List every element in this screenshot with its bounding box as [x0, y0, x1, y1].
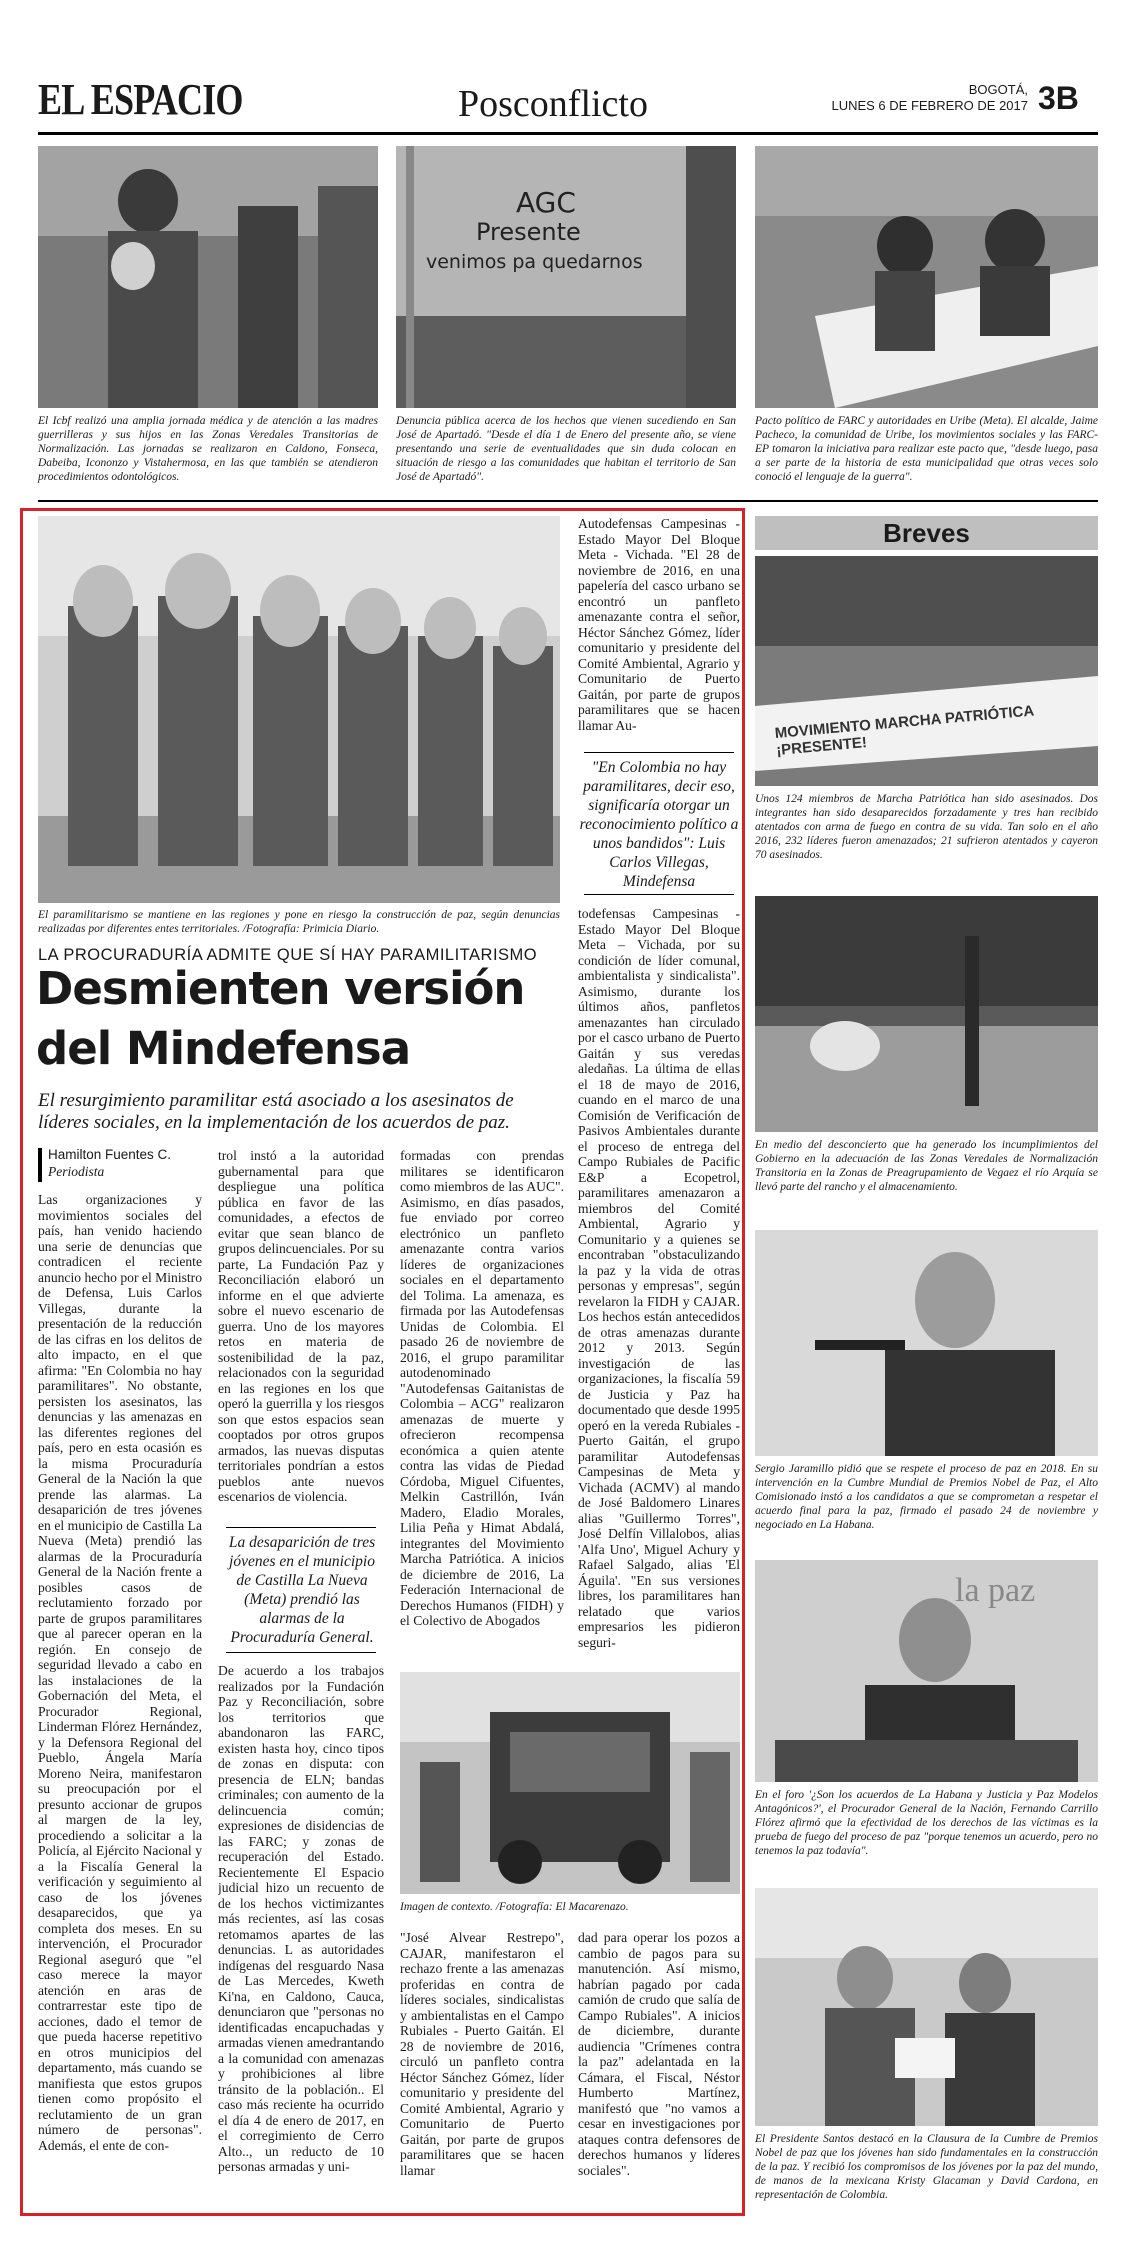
pull-quote-1: La desaparición de tres jóvenes en el municipio de Castilla La Nueva (Meta) prendió las alarmas de la Procuraduría General. — [228, 1534, 376, 1646]
breves-photo-march — [755, 556, 1098, 786]
section-title: Posconflicto — [458, 83, 648, 125]
breves-header — [755, 516, 1098, 550]
truck-photo — [400, 1672, 740, 1894]
top-photo-mother — [38, 146, 378, 408]
article-column-4a: Autodefensas Campesinas - Estado Mayor Del Bloque Meta - Vichada. "El 28 de noviembre de 2016, en una papelería del casco urbano se encontró un panfleto amenazante contra el señor, Héctor Sánchez Gómez, líder comunitario y presidente del Comité Ambiental, Agrario y Comunitario de Puerto Gaitán, por parte de grupos paramilitares que se hacen llamar Au- — [578, 516, 740, 733]
article-column-1: Las organizaciones y movimientos sociales del país, han venido haciendo una serie de denuncias que contradicen el reciente anuncio hecho por el Ministro de Defensa, Luis Carlos Villegas, durante la presentación de la reducción de las cifras en los delitos de alto impacto, en el que afirma: "En Colombia no hay paramilitares". No obstante, persisten los asesinatos, las denuncias y las amenazas en las diferentes regiones del país, pero en esta ocasión es la misma Procuraduría General de la Nación la que prende las alarmas. La desaparición de tres jóvenes en el municipio de Castilla La Nueva (Meta) prendió las alarmas de la Procuraduría General de la Nación frente a posibles casos de reclutamiento forzado por parte de grupos paramilitares que al parecer operan en la región. En consejo de seguridad llevado a cabo en las instalaciones de la Gobernación del Meta, el Procurador Regional, Linderman Flórez Hernández, y la Defensora Regional del Pueblo, Ángela María Moreno Neira, manifestaron su preocupación por el presunto accionar de grupos al margen de la ley, procediendo a solicitar a la Policía, al Ejército Nacional y a la Fiscalía General la verificación y seguimiento al caso de los jóvenes desaparecidos, que ya completa dos meses. En su intervención, el Procurador Regional aseguró que "el caso merece la mayor atención en aras de contrarrestar este tipo de acciones, dado el temor de que pueda hacerse repetitivo en otros municipios del departamento, más cuando se manifiesta que estos grupos tienen como propósito el reclutamiento de un gran número de personas". Además, el ente de con- — [38, 1192, 202, 2153]
breves-photo-carrillo — [755, 1560, 1098, 1782]
top-photo-graffiti — [396, 146, 736, 408]
top-photo-signing-caption: Pacto político de FARC y autoridades en Uribe (Meta). El alcalde, Jaime Pacheco, la comunidad de Uribe, los movimientos sociales y las FARC-EP tomaron la iniciativa para realizar este pacto que, "desde luego, pasa a ser parte de la historia de esta municipalidad que otras veces solo conoció el lenguaje de la guerra". — [755, 415, 1098, 483]
truck-photo-caption: Imagen de contexto. /Fotografía: El Macarenazo. — [400, 1901, 629, 1913]
pull-quote-2-top-rule — [584, 752, 734, 753]
article-column-3b: "José Alvear Restrepo", CAJAR, manifestaron el rechazo frente a las amenazas proferidas en contra de líderes sociales, sindicalistas y ambientalistas en el Campo Rubiales - Puerto Gaitán. El 28 de noviembre de 2016, circuló un panfleto contra Héctor Sánchez Gómez, líder comunitario y presidente del Comité Ambiental, Agrario y Comunitario de Puerto Gaitán, por parte de grupos paramilitares que se hacen llamar — [400, 1930, 564, 2178]
subhead: El resurgimiento paramilitar está asociado a los asesinatos de líderes sociales, en la implementación de los acuerdos de paz. — [38, 1090, 514, 1133]
masthead — [38, 70, 1098, 132]
graffiti-presente: Presente — [476, 218, 581, 246]
top-section-rule — [38, 500, 1098, 502]
newspaper-logo: EL ESPACIO — [38, 75, 243, 124]
kicker: LA PROCURADURÍA ADMITE QUE SÍ HAY PARAMILITARISMO — [38, 946, 538, 964]
breves-photo-santos — [755, 1888, 1098, 2126]
pull-quote-2: "En Colombia no hay paramilitares, decir eso, significaría otorgar un reconocimiento político a unos bandidos": Luis Carlos Villegas, Mindefensa — [579, 759, 739, 890]
graffiti-quedarnos: venimos pa quedarnos — [426, 251, 643, 273]
article-column-4c: dad para operar los pozos a cambio de pagos para su manutención. Así mismo, habrían pagado por cada camión de crudo que salía de Campo Rubiales". A inicios de diciembre, durante audiencia "Crímenes contra la paz" adelantada en la Cámara, el Fiscal, Néstor Humberto Martínez, manifestó que "no vamos a cesar en investigaciones por ataques contra defensores de derechos humanos y líderes sociales". — [578, 1930, 740, 2178]
byline-role: Periodista — [48, 1164, 105, 1179]
top-photo-graffiti-caption: Denuncia pública acerca de los hechos que vienen sucediendo en San José de Apartadó. "Desde el día 1 de Enero del presente año, se viene presentando una serie de eventualidades que sin duda colocan en situación de riesgo a las comunidades que habitan el territorio de San José de Apartadó". — [396, 415, 736, 483]
article-column-2b: De acuerdo a los trabajos realizados por la Fundación Paz y Reconciliación, sobre los territorios que abandonaron las FARC, existen hasta hoy, cinco tipos de zonas en disputa: con presencia de ELN; bandas criminales; con aumento de la delincuencia común; expresiones de disidencias de las FARC; y zonas de recuperación del Estado. Recientemente El Espacio judicial hizo un recuento de de los hechos victimizantes más recientes, así las cosas retomamos apartes de las denuncias. L as autoridades indígenas del resguardo Nasa de Las Mercedes, Kweth Ki'na, en Caldono, Cauca, denunciaron que "personas no identificadas encapuchadas y armadas vienen amedrantando a la comunidad con amenazas y prohibiciones al libre tránsito de la población.. El caso más reciente ha ocurrido el día 4 de enero de 2017, en el corregimiento de Cerro Alto.., un reducto de 10 personas armadas y uni- — [218, 1663, 384, 2174]
masthead-rule — [38, 132, 1098, 135]
byline-name: Hamilton Fuentes C. — [48, 1147, 172, 1162]
breves-title: Breves — [883, 518, 970, 548]
march-banner-text: MOVIMIENTO MARCHA PATRIÓTICA ¡PRESENTE! — [774, 702, 1035, 760]
breves-caption-2: En medio del desconcierto que ha generado los incumplimientos del Gobierno en la adecuación de las Zonas Veredales de Normalización Transitoria en la Zonas de Preagrupamiento de Vegaez el río Arquía se llevó parte del rancho y el almacenamiento. — [755, 1139, 1098, 1193]
graffiti-agc: AGC — [516, 186, 576, 219]
byline-bar — [38, 1148, 42, 1182]
masthead-date: LUNES 6 DE FEBRERO DE 2017 — [831, 98, 1028, 113]
headline-line-1: Desmienten versión — [36, 962, 525, 1015]
pull-quote-1-top-rule — [226, 1527, 376, 1528]
top-photo-signing — [755, 146, 1098, 408]
article-column-4b: todefensas Campesinas - Estado Mayor Del Bloque Meta – Vichada, por su condición de líder comunal, ambientalista y sindicalista". Asimismo, durante los últimos años, panfletos amenazantes han circulado por el casco urbano de Puerto Gaitán y sus veredas aledañas. La última de ellas el 18 de mayo de 2016, cuando en el marco de una Comisión de Verificación de Pasivos Ambientales durante el proceso de entrega del Campo Rubiales de Pacific E&P a Ecopetrol, paramilitares amenazaron a miembros del Comité Ambiental, Agrario y Comunitario y a quienes se encontraban "obstaculizando la paz y la vida de otras personas y empresas", según revelaron la FIDH y CAJAR. Los hechos están antecedidos de otras amenazas durante 2012 y 2013. Según investigación de las organizaciones, la fiscalía 59 de Justicia y Paz ha documentado que desde 1995 operó en la vereda Rubiales - Puerto Gaitán, el grupo paramilitar Autodefensas Campesinas de Meta y Vichada (ACMV) al mando de José Baldomero Linares alias "Guillermo Torres", José Delfín Villalobos, alias 'Alfa Uno', Miguel Achury y Rafael Salgado, alias 'El Águila'. "En sus versiones libres, los paramilitares han relatado que varios empresarios les pidieron seguri- — [578, 906, 740, 1650]
pull-quote-1-bottom-rule — [226, 1652, 376, 1653]
forum-backdrop-text: la paz — [955, 1572, 1036, 1609]
breves-caption-1: Unos 124 miembros de Marcha Patriótica han sido asesinados. Dos integrantes han sido desaparecidos forzadamente y tres han recibido atentados con arma de fuego en contra de su vida. Tan solo en el año 2016, 232 líderes fueron amenazados; 21 sufrieron atentados y cayeron 70 asesinados. — [755, 793, 1098, 861]
breves-caption-5: El Presidente Santos destacó en la Clausura de la Cumbre de Premios Nobel de paz que los jóvenes han sido fundamentales en la construcción de la paz. Y recibió los compromisos de los jóvenes por la paz del mundo, de manos de la mexicana Kristy Glacaman y David Cardona, en representación de Colombia. — [755, 2133, 1098, 2201]
breves-caption-4: En el foro '¿Son los acuerdos de La Habana y Justicia y Paz Modelos Antagónicos?', el Procurador General de la Nación, Fernando Carrillo Flórez afirmó que la efectividad de los derechos de las víctimas es la prueba de fuego del proceso de paz "porque tenemos un acuerdo, pero no tenemos la paz todavía". — [755, 1789, 1098, 1857]
article-column-2a: trol instó a la autoridad gubernamental para que despliegue una política pública en favor de las comunidades, a efectos de evitar que sean blanco de grupos delincuenciales. Por su parte, La Fundación Paz y Reconciliación elaboró un informe en el que advierte sobre el nuevo escenario de guerra. Uno de los mayores retos en materia de sostenibilidad de la paz, relacionados con la seguridad en las regiones en los que operó la guerrilla y los riesgos son que estos espacios sean cooptados por otros grupos armados, las nuevas disputas territoriales pondrían a estos pueblos ante nuevos escenarios de violencia. — [218, 1148, 384, 1504]
main-photo-paramilitaries — [38, 516, 560, 903]
article-column-3a: formadas con prendas militares se identificaron como miembros de las AUC". Asimismo, en días pasados, fue enviado por correo electrónico un panfleto amenazante contra varios líderes de organizaciones sociales en el departamento del Tolima. La amenaza, es firmada por las Autodefensas Unidas de Colombia. El pasado 26 de noviembre de 2016, el grupo paramilitar autodenominado "Autodefensas Gaitanistas de Colombia – ACG" realizaron amenazas de muerte y ofrecieron recompensa económica a quien atente contra las vidas de Piedad Córdoba, Miguel Cifuentes, Melkin Castrillón, Iván Madero, Eladio Morales, Lilia Peña y Himat Abdalá, integrantes del Movimiento Marcha Patriótica. A inicios de diciembre de 2016, La Federación Internacional de Derechos Humanos (FIDH) y el Colectivo de Abogados — [400, 1148, 564, 1628]
page-number: 3B — [1038, 80, 1079, 116]
breves-caption-3: Sergio Jaramillo pidió que se respete el proceso de paz en 2018. En su intervención en la Cumbre Mundial de Premios Nobel de Paz, el Alto Comisionado instó a los candidatos a que se comprometan a respetar el acuerdo final para la paz, firmado el pasado 24 de noviembre y negociado en La Habana. — [755, 1463, 1098, 1531]
top-photo-mother-caption: El Icbf realizó una amplia jornada médica y de atención a las madres guerrilleras y sus hijos en las Zonas Veredales Transitorias de Normalización. Las jornadas se realizaron en Caldono, Fonseca, Dabeiba, Icononzo y Vistahermosa, en las que también se atendieron procedimientos odontológicos. — [38, 415, 378, 483]
pull-quote-2-bottom-rule — [584, 894, 734, 895]
breves-photo-flood — [755, 896, 1098, 1132]
headline-line-2: del Mindefensa — [36, 1022, 411, 1075]
masthead-city: BOGOTÁ, — [968, 82, 1028, 97]
breves-photo-jaramillo — [755, 1230, 1098, 1456]
main-photo-caption: El paramilitarismo se mantiene en las regiones y pone en riesgo la construcción de paz, según denuncias realizadas por diferentes entes territoriales. /Fotografía: Primicia Diario. — [38, 909, 560, 935]
